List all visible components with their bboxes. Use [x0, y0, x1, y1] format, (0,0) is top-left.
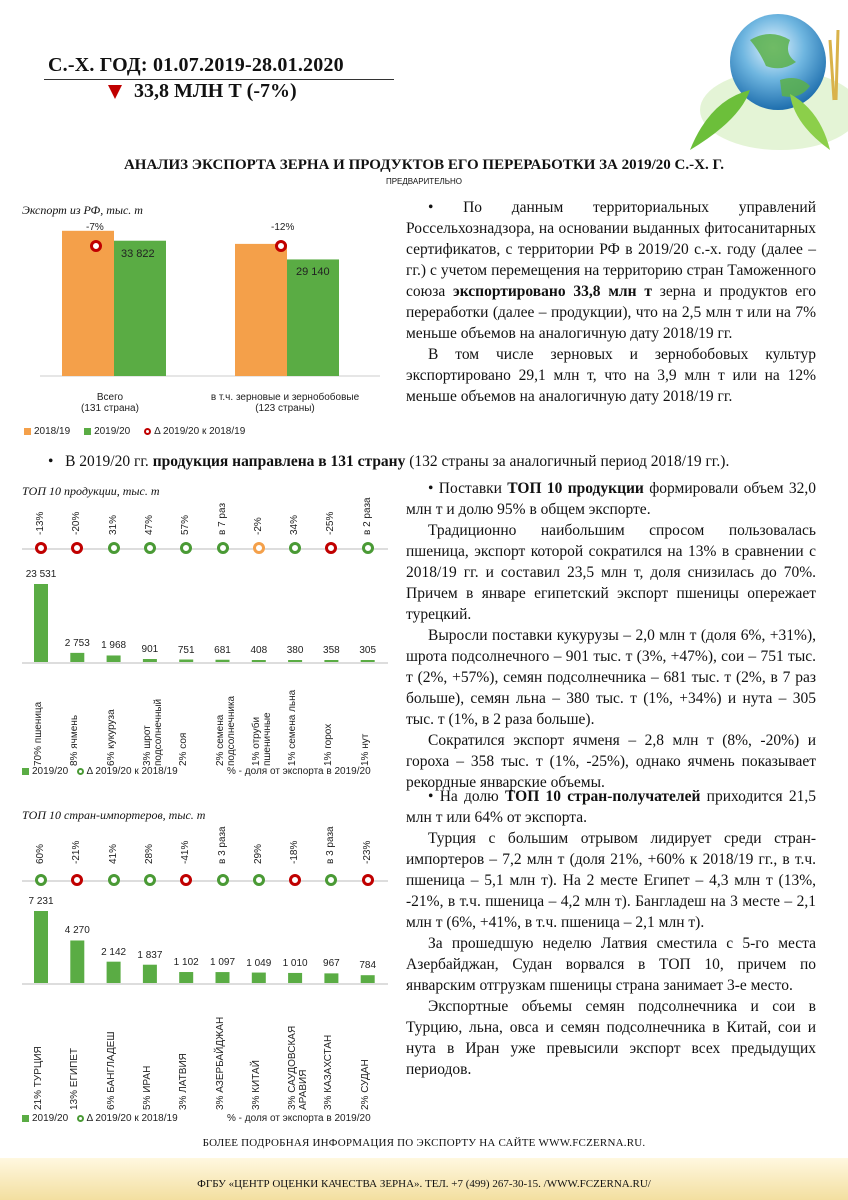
chart3-pct-0: 60% [35, 843, 46, 864]
legend-swatch-2019 [84, 428, 91, 435]
p3-post: формировали объем 32,0 млн т и долю 95% в общем экспорте. [406, 480, 817, 518]
chart2-bar-5 [216, 660, 230, 662]
p3-pre: Поставки [438, 480, 508, 497]
legend-delta: Δ 2019/20 к 2018/19 [154, 426, 246, 437]
chart3-value-1: 4 270 [64, 925, 90, 937]
chart3-bar-1 [70, 940, 84, 983]
globe-logo-icon [680, 0, 848, 150]
chart1-value-0: 33 822 [121, 248, 155, 260]
chart3-bar-4 [179, 972, 193, 983]
chart1-bar-0-0 [62, 231, 114, 376]
chart3-cat-8: 3% КАЗАХСТАН [323, 1034, 335, 1110]
chart2-value-7: 380 [286, 645, 304, 656]
chart1-title: Экспорт из РФ, тыс. т [22, 203, 143, 217]
legend2-delta: Δ 2019/20 к 2018/19 [86, 766, 178, 777]
chart2-pct-0: -13% [35, 511, 46, 535]
p5: Выросли поставки кукурузы – 2,0 млн т (доля 6%, +31%), шрота подсолнечного – 901 тыс. т (3%, +47%), сои – 751 тыс. т (2%, +57%), семян подсолнечника – 681 тыс. т (2%, в 7 раз больше), семян льна – 380 тыс. т (1%, +34%) и нута – 305 тыс. т (1%, в 2 раза больше). [406, 627, 816, 728]
chart1-cat-0-line1: Всего [96, 392, 124, 403]
chart2-value-1: 2 753 [64, 637, 90, 649]
chart2-delta-dot-3 [144, 542, 156, 554]
preliminary-label: ПРЕДВАРИТЕЛЬНО [385, 177, 463, 186]
chart3-delta-dot-9 [362, 874, 374, 886]
chart3-pct-1: -21% [71, 840, 83, 864]
chart3-value-6: 1 049 [246, 957, 272, 969]
chart3-bar-9 [361, 975, 375, 983]
legend3-delta: Δ 2019/20 к 2018/19 [86, 1113, 178, 1124]
chart3-title: ТОП 10 стран-импортеров, тыс. т [22, 808, 206, 822]
chart2-cat-4: 2% соя [178, 732, 190, 766]
p9: За прошедшую неделю Латвия сместила с 5-го места Азербайджан, Судан ворвался в ТОП 10, причем по январским отгрузкам пшеницы страна занимает 3-е место. [406, 935, 816, 994]
legend-swatch-2018 [24, 428, 31, 435]
chart1-cat-1-line1: в т.ч. зерновые и зернобобовые [210, 392, 360, 403]
chart3-pct-4: -41% [180, 840, 192, 864]
p1-bold: экспортировано 33,8 млн т [453, 283, 652, 300]
chart2-pct-4: 57% [180, 514, 192, 535]
p10: Экспортные объемы семян подсолнечника и сои в Турцию, льна, овса и семян подсолнечника в Китай, сои и нута в Иран уже превысили экспорт всех предыдущих периодов. [406, 998, 816, 1078]
chart2-pct-2: 31% [107, 514, 119, 535]
chart3-pct-3: 28% [143, 843, 155, 864]
chart3-value-8: 967 [323, 958, 340, 970]
chart2-delta-dot-6 [253, 542, 265, 554]
chart1-delta-dot-0 [90, 240, 102, 252]
chart3-delta-dot-6 [253, 874, 265, 886]
p7-post: приходится 21,5 млн т или 64% от экспорта. [406, 788, 816, 826]
chart3-pct-7: -18% [289, 840, 301, 864]
b2-bold: продукция направлена в 131 страну [152, 453, 406, 470]
chart1-pct-0: -7% [86, 222, 104, 233]
chart3-value-0: 7 231 [28, 896, 54, 907]
chart2-bar-2 [107, 655, 121, 662]
chart2-delta-dot-2 [108, 542, 120, 554]
chart3-cat-0: 21% ТУРЦИЯ [33, 1046, 44, 1110]
chart2-value-4: 751 [177, 644, 195, 656]
chart3-value-9: 784 [359, 960, 377, 972]
p6: Сократился экспорт ячменя – 2,8 млн т (8%, -20%) и гороха – 358 тыс. т (1%, -25%), однако ячмень показывает рекордные январские объемы. [406, 732, 816, 791]
chart2-pct-8: -25% [325, 511, 337, 535]
chart3-bar-7 [288, 973, 302, 983]
p7-pre: На долю [439, 788, 506, 805]
chart2-bar-4 [179, 660, 193, 662]
chart3-delta-dot-7 [289, 874, 301, 886]
chart3-bar-0 [34, 911, 48, 983]
chart3-pct-9: -23% [361, 840, 373, 864]
chart3-pct-8: в 3 раза [325, 826, 337, 864]
chart2-bar-9 [361, 660, 375, 662]
legend2-dot [77, 768, 84, 775]
countries-text: • На долю ТОП 10 стран-получателей приходится 21,5 млн т или 64% от экспорта. Турция с большим отрывом лидирует среди стран-импортеров – 7,2 млн т (доля 21%, +60% к 2018/19 гг., в т.ч. пшеница – 5,1 млн т). На 2 месте Египет – 4,3 млн т (13%, -21%, в т.ч. пшеница – 4,2 млн т). Бангладеш на 3 месте – 2,1 млн т (6%, +41%, в т.ч. пшеница – 2,1 млн т). За прошедшую неделю Латвия сместила с 5-го места Азербайджан, Судан ворвался в ТОП 10, причем по январским отгрузкам пшеницы страна занимает 3-е место. Экспортные объемы семян подсолнечника и сои в Турцию, льна, овса и семян подсолнечника в Китай, сои и нута в Иран уже превысили экспорт всех предыдущих периодов. [406, 788, 816, 1078]
p4: Традиционно наибольшим спросом пользовалась пшеница, экспорт которой сократился на 13% в сравнении с 2018/19 гг. и составил 23,5 млн т, доля снизилась до 70%. Причем в январе египетский экспорт пшеницы опережает турецкий. [406, 522, 816, 623]
legend-2018: 2018/19 [34, 426, 71, 437]
footer-org: ФГБУ «ЦЕНТР ОЦЕНКИ КАЧЕСТВА ЗЕРНА». ТЕЛ. +7 (499) 267-30-15. /WWW.FCZERNA.RU/ [197, 1178, 651, 1190]
chart2-cat-9: 1% нут [359, 733, 371, 766]
p3-bold: ТОП 10 продукции [507, 480, 644, 497]
chart2-delta-dot-5 [217, 542, 229, 554]
chart2-value-5: 681 [214, 644, 231, 656]
chart3-value-7: 1 010 [282, 957, 308, 969]
products-text: • Поставки ТОП 10 продукции формировали объем 32,0 млн т и долю 95% в общем экспорте. Традиционно наибольшим спросом пользовалась пшеница, экспорт которой сократился на 13% в сравнении с 2018/19 гг. и составил 23,5 млн т, доля снизилась до 70%. Причем в январе египетский экспорт пшеницы опережает турецкий. Выросли поставки кукурузы – 2,0 млн т (доля 6%, +31%), шрота подсолнечного – 901 тыс. т (3%, +47%), сои – 751 тыс. т (2%, +57%), семян подсолнечника – 681 тыс. т (2%, в 7 раз больше), семян льна – 380 тыс. т (1%, +34%) и нута – 305 тыс. т (1%, в 2 раза больше). Сократился экспорт ячменя – 2,8 млн т (8%, -20%) и гороха – 358 тыс. т (1%, -25%), однако ячмень показывает рекордные январские объемы. [406, 480, 817, 791]
chart2-cat-5: 2% семена подсолнечника [214, 695, 237, 766]
chart2-value-0: 23 531 [25, 569, 57, 580]
chart3-bar-2 [107, 962, 121, 983]
chart1-cat-1 [200, 392, 370, 414]
chart2-pct-7: 34% [289, 514, 301, 535]
chart2-cat-3: 3% шрот подсолнечный [141, 698, 164, 766]
chart1-bar-1-0 [235, 244, 287, 376]
chart3-value-2: 2 142 [101, 946, 127, 958]
chart3-delta-dot-3 [144, 874, 156, 886]
chart2-value-8: 358 [323, 645, 340, 656]
chart2-value-3: 901 [141, 644, 159, 655]
period-title: С.-Х. ГОД: 01.07.2019-28.01.2020 [48, 54, 344, 76]
chart2-cat-7: 1% семена льна [287, 689, 299, 766]
chart3-value-3: 1 837 [137, 949, 163, 961]
chart2-bar-7 [288, 660, 302, 662]
chart2-cat-6: 1% отруби пшеничные [250, 712, 273, 766]
chart3-delta-dot-0 [35, 874, 47, 886]
chart1-value-1: 29 140 [296, 266, 330, 278]
chart2-cat-0: 70% пшеница [33, 701, 44, 766]
p1-pre: По данным территориальных управлений Россельхознадзора, на основании выданных фитосанитарных сертификатов, с территории РФ в 2019/20 с.-х. году (далее – гг.) с учетом перемещения на территорию стран Таможенного союза [406, 199, 816, 300]
legend-delta-dot [144, 428, 151, 435]
chart3-cat-9: 2% СУДАН [359, 1059, 371, 1110]
chart2-bar-3 [143, 659, 157, 662]
chart3-value-5: 1 097 [209, 957, 236, 969]
legend2-series: 2019/20 [32, 766, 69, 777]
chart3-bar-6 [252, 973, 266, 983]
period-total-value: 33,8 МЛН Т (-7%) [134, 80, 297, 102]
b2-pre: В 2019/20 гг. [65, 453, 153, 470]
chart2-legend [22, 766, 382, 777]
chart3-bar-3 [143, 965, 157, 983]
chart3-cat-2: 6% БАНГЛАДЕШ [105, 1031, 117, 1110]
chart1-legend [24, 426, 245, 437]
chart1-cat-1-line2: (123 страны) [255, 403, 315, 414]
chart2-delta-dot-0 [35, 542, 47, 554]
chart3-delta-dot-2 [108, 874, 120, 886]
chart2-delta-dot-9 [362, 542, 374, 554]
chart2-cat-2: 6% кукуруза [105, 709, 117, 766]
chart3-pct-2: 41% [107, 843, 119, 864]
p1-post: зерна и продуктов его переработки (далее – продукции), что на 2,5 млн т или на 7% меньше объемов на аналогичную дату 2018/19 гг. [406, 283, 816, 342]
chart3-cat-7: 3% САУДОВСКАЯ АРАВИЯ [287, 1025, 310, 1110]
legend2-swatch [22, 768, 29, 775]
chart3-pct-6: 29% [252, 843, 264, 864]
chart2-title: ТОП 10 продукции, тыс. т [22, 484, 160, 498]
chart2-pct-1: -20% [71, 511, 83, 535]
chart2-delta-dot-7 [289, 542, 301, 554]
chart1-cat-0-line2: (131 страна) [81, 403, 139, 414]
chart2-pct-5: в 7 раз [216, 502, 228, 535]
chart2-pct-3: 47% [143, 514, 155, 535]
chart2-bar-8 [324, 660, 338, 662]
chart2-bar-1 [70, 653, 84, 662]
period-total [110, 80, 297, 103]
b2-post: (132 страны за аналогичный период 2018/19 гг.). [405, 453, 730, 470]
page-title: АНАЛИЗ ЭКСПОРТА ЗЕРНА И ПРОДУКТОВ ЕГО ПЕРЕРАБОТКИ ЗА 2019/20 С.-Х. Г. [123, 157, 725, 173]
chart3-bar-8 [324, 973, 338, 983]
chart1-pct-1: -12% [271, 222, 295, 233]
legend3-note: % - доля от экспорта в 2019/20 [227, 1113, 371, 1124]
chart3-delta-dot-5 [217, 874, 229, 886]
chart3-cat-6: 3% КИТАЙ [250, 1060, 262, 1110]
chart2-cat-1: 8% ячмень [69, 714, 81, 766]
chart3-cat-4: 3% ЛАТВИЯ [178, 1053, 190, 1110]
chart2-value-2: 1 968 [101, 640, 127, 652]
chart3-cat-1: 13% ЕГИПЕТ [69, 1047, 81, 1110]
chart2-pct-6: -2% [252, 517, 264, 535]
countries-bullet: • В 2019/20 гг. продукция направлена в 131 страну (132 страны за аналогичный период 2018/19 гг.). [48, 453, 730, 470]
p2: В том числе зерновых и зернобобовых культур экспортировано 29,1 млн т, что на 3,9 млн т или на 12% меньше объемов на аналогичную дату 2018/19 гг. [406, 346, 816, 405]
legend2-note: % - доля от экспорта в 2019/20 [227, 766, 371, 777]
chart2-value-9: 305 [359, 645, 377, 656]
legend3-dot [77, 1115, 84, 1122]
legend3-series: 2019/20 [32, 1113, 69, 1124]
chart2-pct-9: в 2 раза [361, 497, 373, 535]
intro-text: • По данным территориальных управлений Россельхознадзора, на основании выданных фитосанитарных сертификатов, с территории РФ в 2019/20 с.-х. году (далее – гг.) с учетом перемещения на территорию стран Таможенного союза экспортировано 33,8 млн т зерна и продуктов его переработки (далее – продукции), что на 2,5 млн т или на 7% меньше объемов на аналогичную дату 2018/19 гг. В том числе зерновых и зернобобовых культур экспортировано 29,1 млн т, что на 3,9 млн т или на 12% меньше объемов на аналогичную дату 2018/19 гг. [406, 199, 816, 405]
chart3-legend [22, 1113, 382, 1124]
chart2-bar-6 [252, 660, 266, 662]
footer-note: БОЛЕЕ ПОДРОБНАЯ ИНФОРМАЦИЯ ПО ЭКСПОРТУ НА САЙТЕ WWW.FCZERNA.RU. [202, 1137, 646, 1149]
chart3-cat-3: 5% ИРАН [141, 1065, 153, 1110]
chart1-cat-0 [60, 392, 160, 414]
p7-bold: ТОП 10 стран-получателей [505, 788, 701, 805]
chart3-pct-5: в 3 раза [216, 826, 228, 864]
chart3-value-4: 1 102 [173, 957, 199, 969]
p8: Турция с большим отрывом лидирует среди стран-импортеров – 7,2 млн т (доля 21%, +60% к 2018/19 гг., в т.ч. пшеница – 5,1 млн т). На 2 месте Египет – 4,3 млн т (13%, -21%, в т.ч. пшеница – 4,2 млн т). Бангладеш на 3 месте – 2,1 млн т (6%, +41%, в т.ч. пшеница – 2,1 млн т). [406, 830, 816, 931]
chart2-bar-0 [34, 584, 48, 662]
chart3-cat-5: 3% АЗЕРБАЙДЖАН [214, 1016, 226, 1110]
chart2-cat-8: 1% горох [323, 723, 335, 766]
chart3-bar-5 [216, 972, 230, 983]
legend-2019: 2019/20 [94, 426, 131, 437]
chart1-bar-0-1 [114, 241, 166, 376]
legend3-swatch [22, 1115, 29, 1122]
chart2-value-6: 408 [250, 645, 268, 656]
chart1-delta-dot-1 [275, 240, 287, 252]
